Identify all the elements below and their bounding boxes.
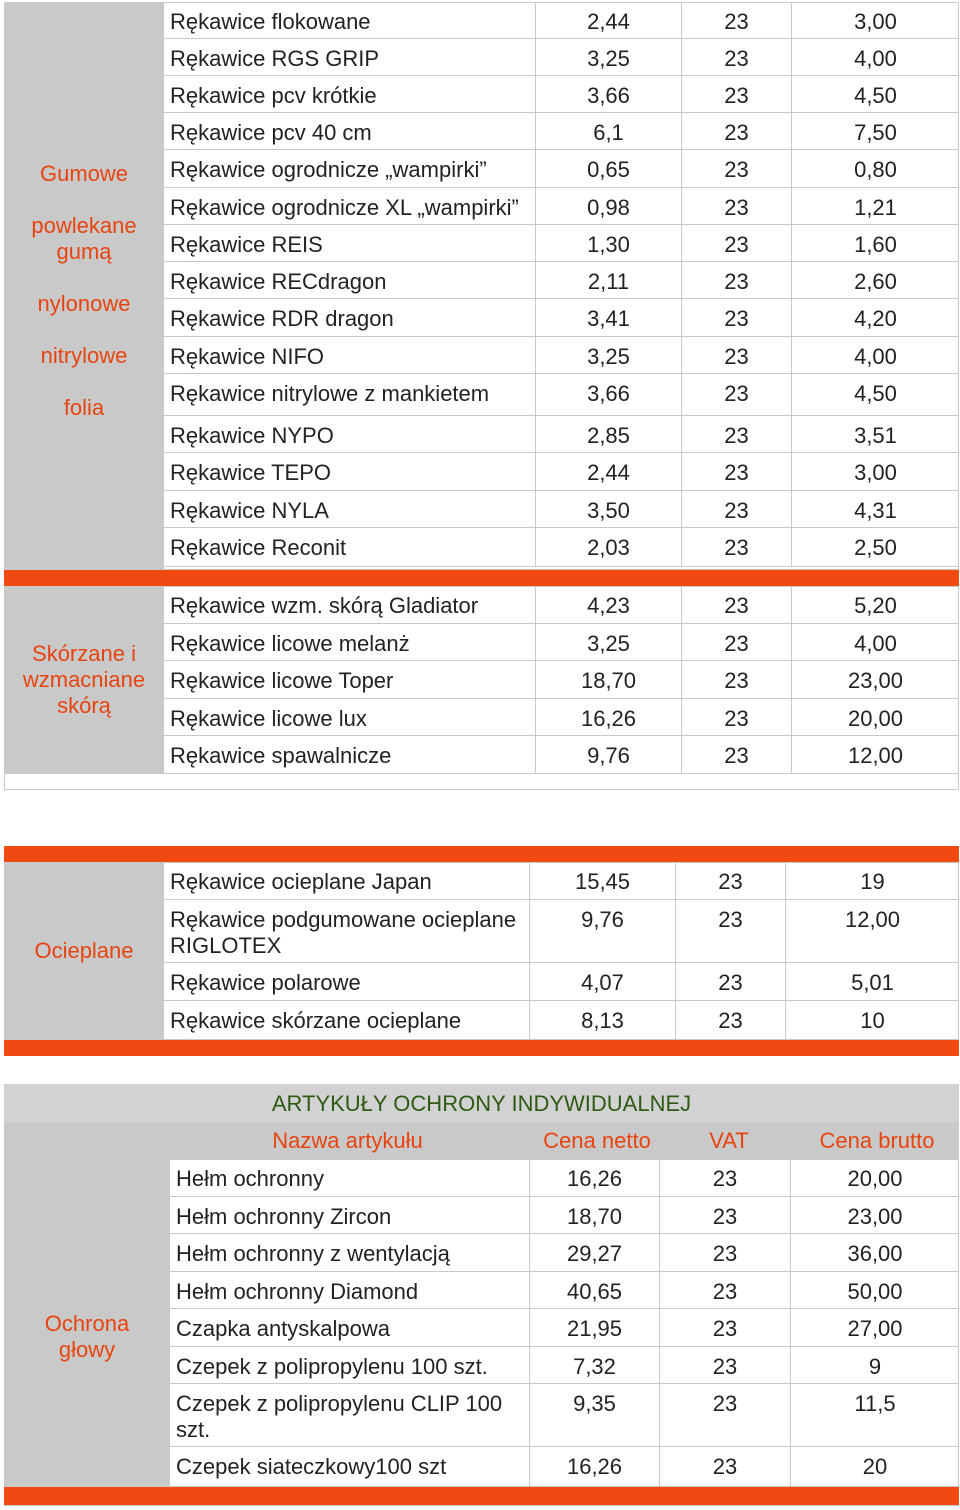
cell-item-name: Rękawice pcv krótkie [170,83,377,108]
table-row [164,586,959,624]
category-ocieplane [4,862,164,1040]
cell-vat: 23 [681,416,791,452]
cell-vat: 23 [675,862,785,899]
cell-gross-price: 9 [790,1347,959,1383]
table-row [164,299,959,337]
table-row [164,453,959,491]
table-row [164,337,959,374]
section-divider-bar [4,846,959,862]
cell-item-name: Rękawice wzm. skórą Gladiator [170,593,479,618]
cell-item-name: Rękawice REIS [170,232,323,257]
table-row [170,1159,959,1197]
category-line: powlekane gumą [31,213,137,264]
cell-net-price: 1,30 [535,225,681,261]
cell-item-name: Rękawice ocieplane Japan [170,869,432,894]
table-row [170,1309,959,1347]
table-row [170,1272,959,1309]
ppe-title: ARTYKUŁY OCHRONY INDYWIDUALNEJ [4,1084,959,1122]
table-row [164,862,959,900]
category-skorzane [4,586,164,774]
cell-gross-price: 23,00 [790,1197,959,1233]
cell-gross-price: 12,00 [785,900,959,962]
cell-vat: 23 [659,1159,790,1196]
cell-net-price: 21,95 [529,1309,659,1346]
table-row [164,699,959,736]
cell-item-name: Rękawice flokowane [170,9,371,34]
cell-item-name: Rękawice NYLA [170,498,329,523]
table-row [164,963,959,1001]
cell-gross-price: 4,00 [791,624,959,660]
cell-vat: 23 [681,491,791,527]
cell-gross-price: 12,00 [791,736,959,773]
category-line: Ochrona [44,1311,130,1336]
cell-net-price: 16,26 [529,1159,659,1196]
cell-net-price: 3,66 [535,374,681,415]
table-row [164,262,959,299]
cell-net-price: 6,1 [535,113,681,149]
cell-net-price: 2,03 [535,528,681,566]
cell-vat: 23 [681,453,791,490]
header-net: Cena netto [543,1128,651,1153]
cell-net-price: 18,70 [529,1197,659,1233]
cell-net-price: 3,25 [535,624,681,660]
cell-gross-price: 36,00 [790,1234,959,1271]
cell-vat: 23 [681,624,791,660]
cell-net-price: 16,26 [535,699,681,735]
cell-vat: 23 [681,76,791,112]
cell-gross-price: 20,00 [791,699,959,735]
cell-net-price: 18,70 [535,661,681,698]
cell-item-name: Rękawice licowe lux [170,706,367,731]
cell-gross-price: 23,00 [791,661,959,698]
cell-item-name: Rękawice pcv 40 cm [170,120,372,145]
ppe-rows [170,1159,959,1487]
cell-item-name: Rękawice Reconit [170,535,347,560]
category-line: Gumowe [39,161,129,186]
cell-vat: 23 [681,188,791,224]
cell-net-price: 3,25 [535,337,681,373]
cell-item-name: Rękawice RGS GRIP [170,46,380,71]
cell-gross-price: 4,31 [791,491,959,527]
cell-gross-price: 50,00 [790,1272,959,1308]
cell-item-name: Rękawice polarowe [170,970,361,995]
cell-item-name: Rękawice NYPO [170,423,334,448]
table-row [164,374,959,416]
cell-vat: 23 [681,299,791,336]
gloves-leather-rows [164,586,959,774]
table-row [164,661,959,699]
cell-gross-price: 3,00 [791,2,959,38]
table-row [164,113,959,150]
cell-vat: 23 [659,1272,790,1308]
table-row [164,416,959,453]
cell-net-price: 29,27 [529,1234,659,1271]
cell-gross-price: 4,50 [791,76,959,112]
cell-net-price: 8,13 [529,1001,675,1039]
category-line: nitrylowe [40,343,128,368]
cell-item-name: Hełm ochronny [176,1166,324,1191]
cell-gross-price: 5,01 [785,963,959,1000]
cell-item-name: Hełm ochronny Diamond [176,1279,419,1304]
cell-vat: 23 [681,113,791,149]
cell-net-price: 4,07 [529,963,675,1000]
cell-item-name: Czepek z polipropylenu CLIP 100 szt. [176,1391,503,1442]
table-row [164,188,959,225]
section-divider-bar [4,1040,959,1056]
cell-gross-price: 2,50 [791,528,959,566]
category-line: Ocieplane [34,938,134,963]
category-ochrona-glowy [4,1159,170,1487]
cell-vat: 23 [681,225,791,261]
ppe-column-headers [4,1122,959,1159]
cell-item-name: Rękawice TEPO [170,460,331,485]
cell-item-name: Rękawice ogrodnicze XL „wampirki” [170,195,519,220]
section-divider-bar [4,1487,959,1505]
cell-net-price: 3,66 [535,76,681,112]
category-line: nylonowe [37,291,131,316]
header-gross: Cena brutto [819,1128,935,1153]
table-row [170,1234,959,1272]
gloves-rubber-rows [164,2,959,570]
cell-net-price: 2,44 [535,2,681,38]
cell-vat: 23 [659,1347,790,1383]
cell-item-name: Rękawice skórzane ocieplane [170,1008,462,1033]
cell-gross-price: 20,00 [790,1159,959,1196]
cell-gross-price: 5,20 [791,586,959,623]
category-line: głowy [58,1337,116,1362]
cell-item-name: Rękawice NIFO [170,344,325,369]
cell-gross-price: 10 [785,1001,959,1039]
cell-net-price: 16,26 [529,1447,659,1486]
cell-gross-price: 27,00 [790,1309,959,1346]
cell-vat: 23 [681,2,791,38]
table-row [164,736,959,774]
cell-net-price: 2,11 [535,262,681,298]
header-vat: VAT [709,1128,749,1153]
table-row [170,1197,959,1234]
cell-vat: 23 [681,337,791,373]
cell-gross-price: 19 [785,862,959,899]
table-row [164,491,959,528]
table-row [170,1384,959,1447]
cell-vat: 23 [681,374,791,415]
cell-gross-price: 7,50 [791,113,959,149]
cell-vat: 23 [675,963,785,1000]
cell-net-price: 40,65 [529,1272,659,1308]
table-row [164,528,959,567]
cell-gross-price: 4,00 [791,337,959,373]
cell-gross-price: 1,21 [791,188,959,224]
cell-gross-price: 4,20 [791,299,959,336]
cell-item-name: Rękawice podgumowane ocieplane RIGLOTEX [170,907,517,958]
category-line: wzmacniane [22,667,146,692]
cell-vat: 23 [659,1384,790,1446]
table-row [170,1447,959,1487]
cell-vat: 23 [681,39,791,75]
header-name: Nazwa artykułu [272,1128,423,1153]
cell-item-name: Rękawice RECdragon [170,269,387,294]
cell-gross-price: 3,00 [791,453,959,490]
category-line: folia [63,395,105,420]
cell-item-name: Czepek siateczkowy100 szt [176,1454,447,1479]
table-row [164,76,959,113]
cell-vat: 23 [659,1197,790,1233]
cell-vat: 23 [681,262,791,298]
cell-net-price: 15,45 [529,862,675,899]
cell-net-price: 4,23 [535,586,681,623]
table-row [164,150,959,188]
cell-item-name: Rękawice licowe Toper [170,668,394,693]
cell-vat: 23 [659,1309,790,1346]
category-line: skórą [57,693,111,718]
cell-item-name: Rękawice ogrodnicze „wampirki” [170,157,487,182]
cell-gross-price: 1,60 [791,225,959,261]
cell-net-price: 9,35 [529,1384,659,1446]
cell-gross-price: 4,00 [791,39,959,75]
cell-net-price: 0,65 [535,150,681,187]
cell-vat: 23 [681,699,791,735]
cell-item-name: Czepek z polipropylenu 100 szt. [176,1354,488,1379]
cell-vat: 23 [681,736,791,773]
cell-vat: 23 [675,1001,785,1039]
cell-item-name: Czapka antyskalpowa [176,1316,391,1341]
cell-item-name: Rękawice RDR dragon [170,306,394,331]
cell-net-price: 7,32 [529,1347,659,1383]
cell-net-price: 9,76 [535,736,681,773]
table-row [164,1001,959,1040]
cell-vat: 23 [681,150,791,187]
cell-net-price: 9,76 [529,900,675,962]
cell-gross-price: 3,51 [791,416,959,452]
cell-vat: 23 [681,528,791,566]
cell-gross-price: 20 [790,1447,959,1486]
table-row [164,624,959,661]
cell-net-price: 3,25 [535,39,681,75]
table-row [164,225,959,262]
cell-vat: 23 [675,900,785,962]
table-row [164,2,959,39]
cell-gross-price: 11,5 [790,1384,959,1446]
cell-vat: 23 [659,1234,790,1271]
cell-net-price: 0,98 [535,188,681,224]
cell-vat: 23 [681,586,791,623]
table-row [164,39,959,76]
cell-item-name: Hełm ochronny Zircon [176,1204,392,1229]
table-row [164,900,959,963]
cell-net-price: 3,41 [535,299,681,336]
cell-net-price: 3,50 [535,491,681,527]
cell-gross-price: 2,60 [791,262,959,298]
section-divider-bar [4,570,959,586]
category-gumowe [4,2,164,570]
cell-item-name: Hełm ochronny z wentylacją [176,1241,450,1266]
cell-vat: 23 [681,661,791,698]
cell-vat: 23 [659,1447,790,1486]
cell-item-name: Rękawice spawalnicze [170,743,392,768]
cell-net-price: 2,44 [535,453,681,490]
cell-item-name: Rękawice nitrylowe z mankietem [170,381,490,406]
cell-item-name: Rękawice licowe melanż [170,631,410,656]
cell-gross-price: 0,80 [791,150,959,187]
category-line: Skórzane i [32,641,136,666]
gloves-insulated-rows [164,862,959,1040]
cell-gross-price: 4,50 [791,374,959,415]
cell-net-price: 2,85 [535,416,681,452]
table-row [170,1347,959,1384]
